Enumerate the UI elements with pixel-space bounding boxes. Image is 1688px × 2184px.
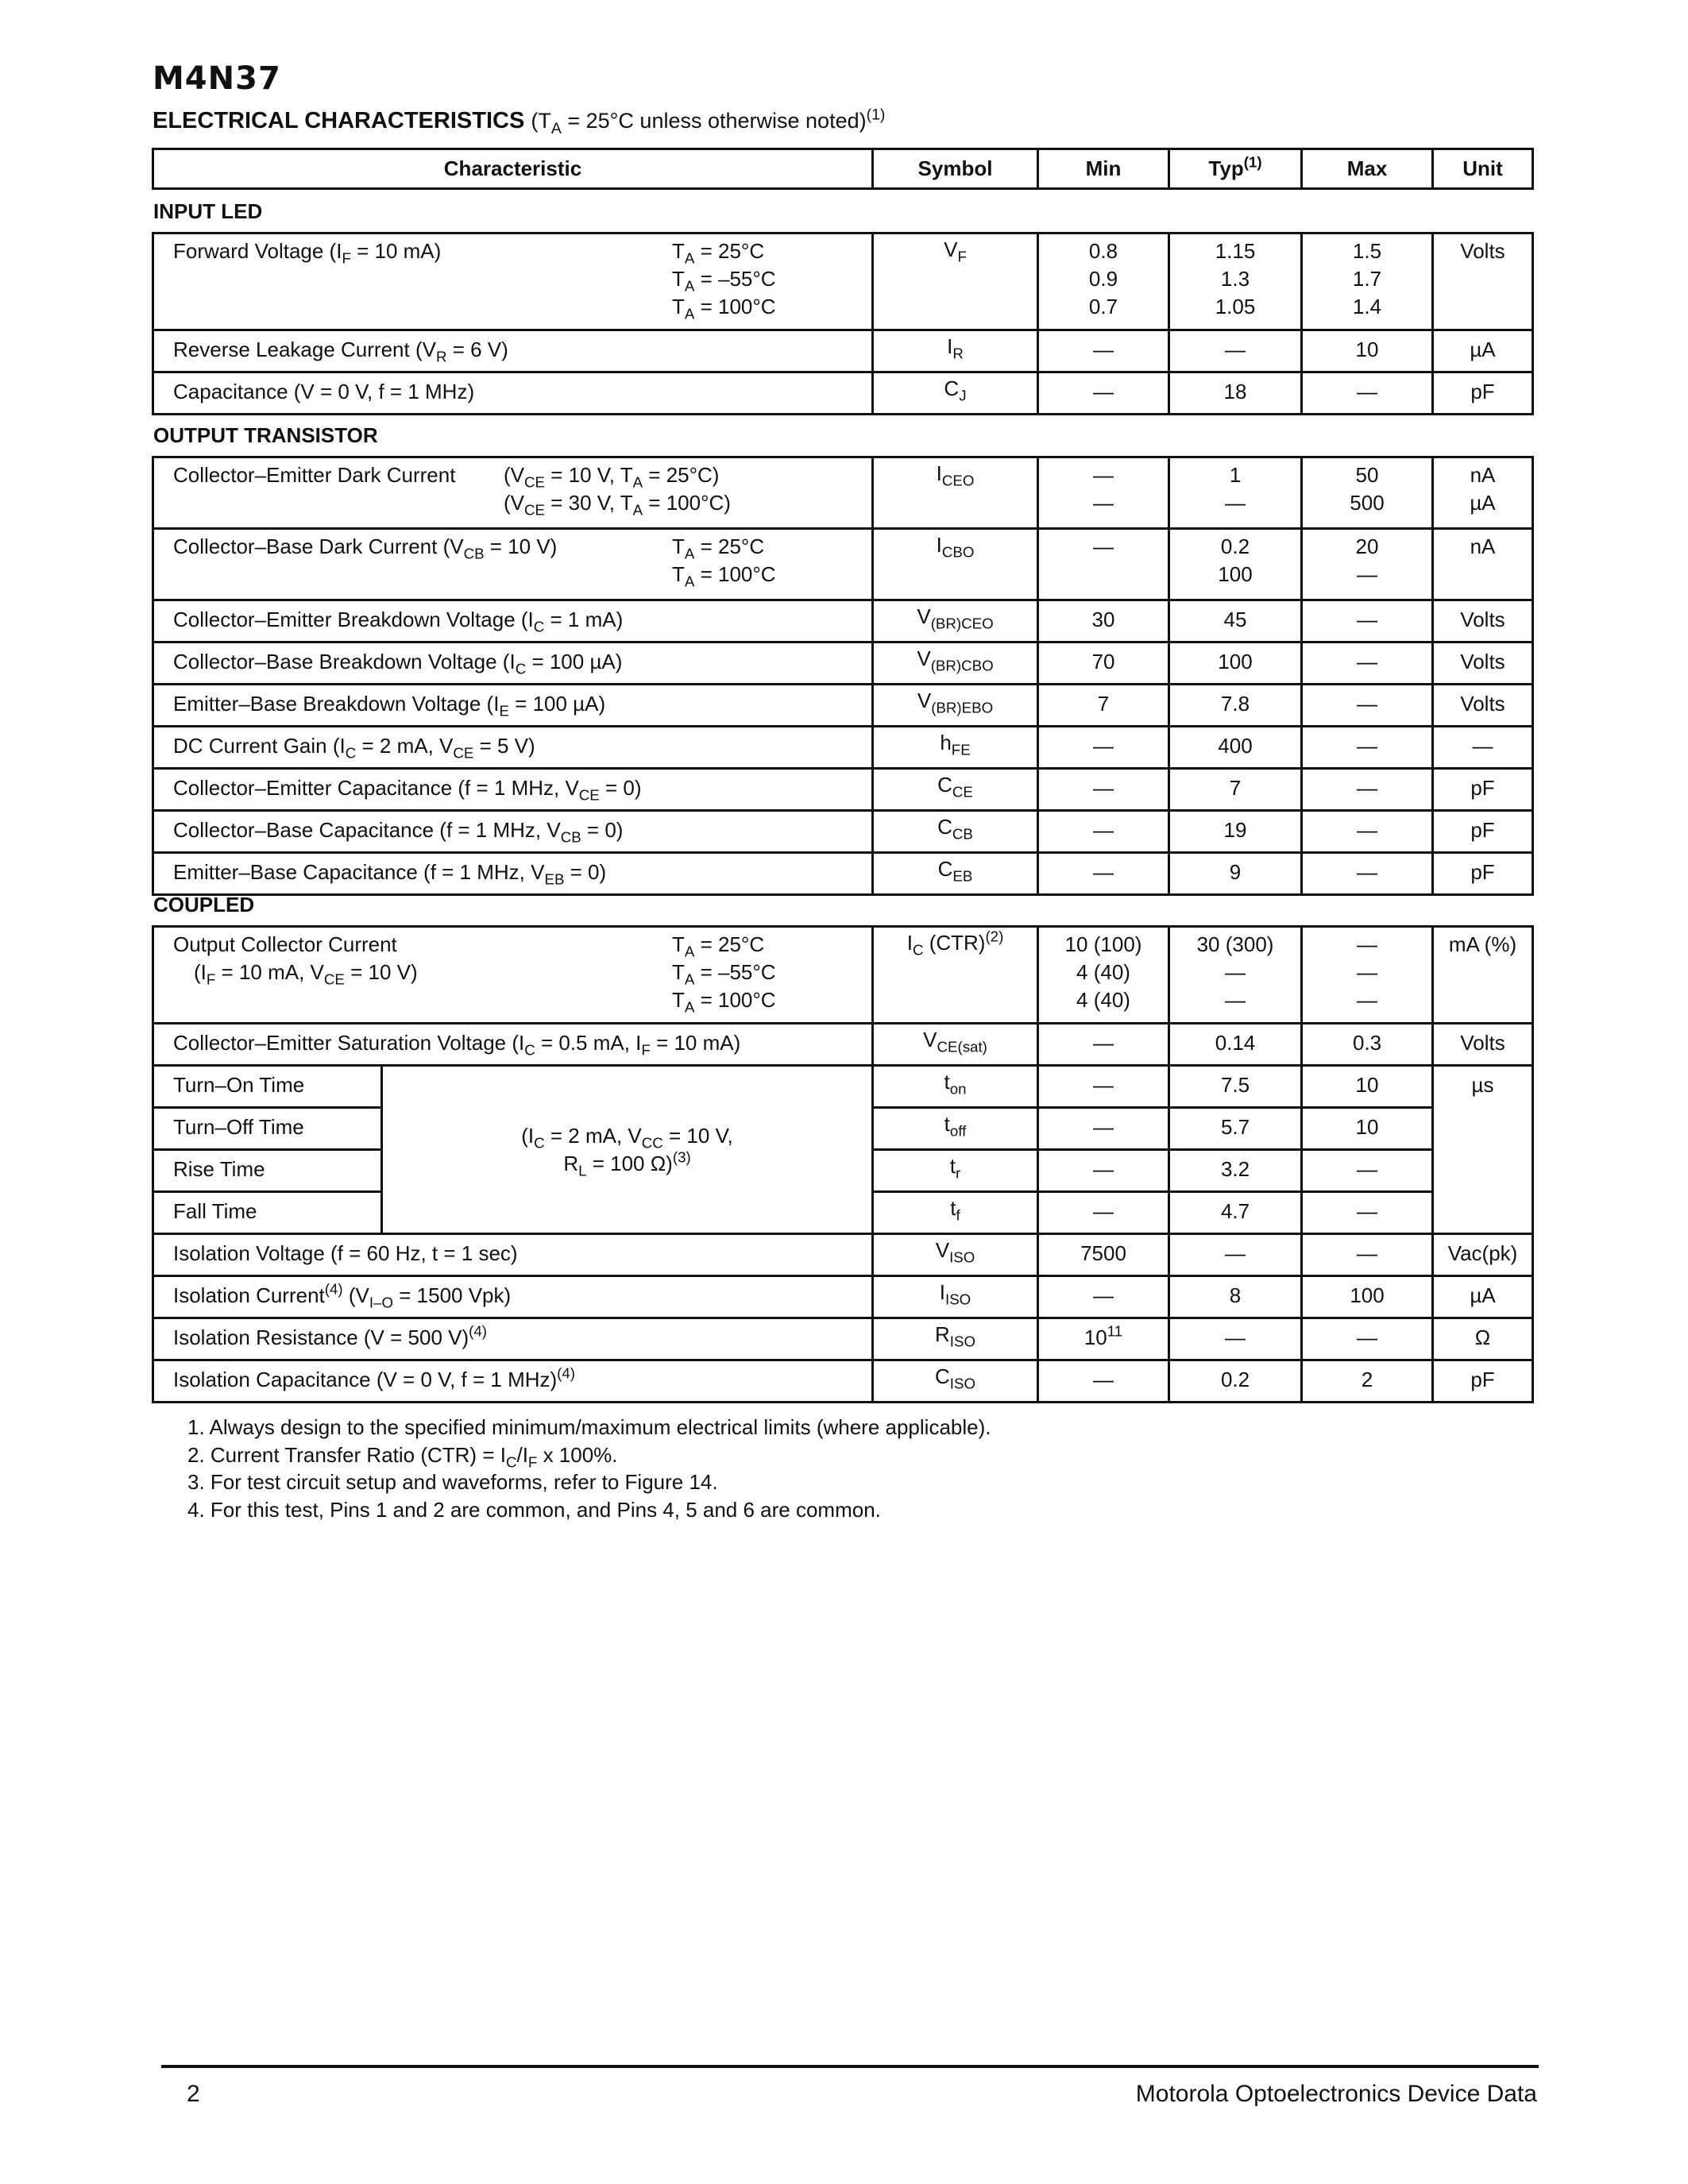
min-cell: 7 [1038, 685, 1169, 727]
switching-label: Fall Time [153, 1192, 382, 1234]
isolation-symbol: $R_{ISO}$ [873, 1318, 1038, 1360]
icbo-typ: 0.2 100 [1169, 529, 1302, 600]
symbol-cell: $V_{(BR)EBO}$ [873, 685, 1038, 727]
column-header-table [152, 148, 1534, 190]
capacitance-max: — [1302, 372, 1433, 415]
col-characteristic: Characteristic [153, 149, 873, 189]
iceo-label: Collector–Emitter Dark Current ($V_{CE} = 10$ V, $T_A = 25^\circ C$) ($V_{CE} = 30$ V, $T_A = 100^\circ C$) [153, 457, 873, 529]
table-row [153, 1360, 1533, 1403]
switching-max: — [1302, 1192, 1433, 1234]
vce-sat-max: 0.3 [1302, 1024, 1433, 1066]
characteristic-cell: Collector–Emitter Breakdown Voltage ($I_C = 1$ mA) [153, 600, 873, 642]
vce-sat-label: Collector–Emitter Saturation Voltage ($I_C = 0.5$ mA, $I_F = 10$ mA) [153, 1024, 873, 1066]
footer-publication: Motorola Optoelectronics Device Data [1135, 2081, 1537, 2107]
max-cell: — [1302, 642, 1433, 685]
forward-voltage-typ: 1.15 1.3 1.05 [1169, 233, 1302, 330]
switching-typ: 3.2 [1169, 1150, 1302, 1192]
unit-cell: — [1433, 727, 1533, 769]
max-cell: — [1302, 853, 1433, 895]
icbo-label: Collector–Base Dark Current ($V_{CB} = 10$ V) $T_A = 25^\circ C$ $T_A = 100^\circ C$ [153, 529, 873, 600]
capacitance-unit: pF [1433, 372, 1533, 415]
capacitance-min: — [1038, 372, 1169, 415]
icbo-max: 20 — [1302, 529, 1433, 600]
capacitance-label: Capacitance (V = 0 V, f = 1 MHz) [153, 372, 873, 415]
output-transistor-table [152, 456, 1534, 896]
switching-label: Turn–Off Time [153, 1108, 382, 1150]
table-row [153, 600, 1533, 642]
reverse-leakage-label: Reverse Leakage Current ($V_R = 6$ V) [153, 330, 873, 372]
output-current-max: — — — [1302, 927, 1433, 1024]
col-min: Min [1038, 149, 1169, 189]
unit-cell: Volts [1433, 685, 1533, 727]
output-current-min: 10 (100) 4 (40) 4 (40) [1038, 927, 1169, 1024]
table-row [153, 1066, 1533, 1108]
iceo-typ: 1 — [1169, 457, 1302, 529]
iceo-unit: nA µA [1433, 457, 1533, 529]
isolation-max: 2 [1302, 1360, 1433, 1403]
characteristic-cell: Collector–Base Capacitance (f = 1 MHz, $V_{CB} = 0$) [153, 811, 873, 853]
icbo-min: — [1038, 529, 1169, 600]
isolation-unit: Ω [1433, 1318, 1533, 1360]
forward-voltage-max: 1.5 1.7 1.4 [1302, 233, 1433, 330]
table-row [153, 927, 1533, 1024]
characteristic-cell: Emitter–Base Capacitance (f = 1 MHz, $V_{EB} = 0$) [153, 853, 873, 895]
table-row [153, 372, 1533, 415]
footnote-1: 1. Always design to the specified minimum/maximum electrical limits (where applicable). [187, 1415, 991, 1439]
switching-label: Turn–On Time [153, 1066, 382, 1108]
table-row [153, 457, 1533, 529]
table-row [153, 769, 1533, 811]
switching-max: 10 [1302, 1066, 1433, 1108]
characteristic-cell: Collector–Base Breakdown Voltage ($I_C = 100$ µA) [153, 642, 873, 685]
table-row [153, 853, 1533, 895]
section-coupled: COUPLED [153, 893, 255, 916]
vce-sat-typ: 0.14 [1169, 1024, 1302, 1066]
isolation-symbol: $C_{ISO}$ [873, 1360, 1038, 1403]
col-max: Max [1302, 149, 1433, 189]
typ-cell: 7.8 [1169, 685, 1302, 727]
isolation-label: Isolation Current$^{(4)}$ ($V_{I-O} = 1500$ Vpk) [153, 1276, 873, 1318]
page-number: 2 [187, 2081, 200, 2107]
table-row [153, 1276, 1533, 1318]
max-cell: — [1302, 727, 1433, 769]
footnote-3: 3. For test circuit setup and waveforms, refer to Figure 14. [187, 1470, 718, 1494]
max-cell: — [1302, 769, 1433, 811]
table-row [153, 685, 1533, 727]
capacitance-typ: 18 [1169, 372, 1302, 415]
col-symbol: Symbol [873, 149, 1038, 189]
section-heading [153, 106, 886, 137]
reverse-leakage-min: — [1038, 330, 1169, 372]
switching-min: — [1038, 1066, 1169, 1108]
switching-min: — [1038, 1150, 1169, 1192]
switching-max: 10 [1302, 1108, 1433, 1150]
unit-cell: pF [1433, 811, 1533, 853]
symbol-cell: $V_{(BR)CBO}$ [873, 642, 1038, 685]
table-row [153, 1234, 1533, 1276]
table-row [153, 642, 1533, 685]
unit-cell: Volts [1433, 642, 1533, 685]
output-current-label: Output Collector Current ($I_F = 10$ mA, $V_{CE} = 10$ V) $T_A = 25^\circ C$ $T_A = -55^\circ C$ $T_A = 100^\circ C$ [153, 927, 873, 1024]
table-row [153, 529, 1533, 600]
table-row [153, 330, 1533, 372]
forward-voltage-symbol: $V_F$ [873, 233, 1038, 330]
switching-symbol: $t_{off}$ [873, 1108, 1038, 1150]
col-typ: Typ$^{(1)}$ [1169, 149, 1302, 189]
footnote-4: 4. For this test, Pins 1 and 2 are common, and Pins 4, 5 and 6 are common. [187, 1497, 881, 1522]
typ-cell: 9 [1169, 853, 1302, 895]
reverse-leakage-max: 10 [1302, 330, 1433, 372]
switching-typ: 7.5 [1169, 1066, 1302, 1108]
isolation-label: Isolation Resistance (V = 500 V)$^{(4)}$ [153, 1318, 873, 1360]
switching-unit: µs [1433, 1066, 1533, 1234]
switching-symbol: $t_{on}$ [873, 1066, 1038, 1108]
icbo-symbol: $I_{CBO}$ [873, 529, 1038, 600]
forward-voltage-min: 0.8 0.9 0.7 [1038, 233, 1169, 330]
unit-cell: Volts [1433, 600, 1533, 642]
table-row [153, 811, 1533, 853]
iceo-max: 50 500 [1302, 457, 1433, 529]
reverse-leakage-symbol: $I_R$ [873, 330, 1038, 372]
typ-cell: 19 [1169, 811, 1302, 853]
max-cell: — [1302, 600, 1433, 642]
reverse-leakage-unit: µA [1433, 330, 1533, 372]
input-led-table [152, 232, 1534, 415]
switching-min: — [1038, 1192, 1169, 1234]
isolation-symbol: $I_{ISO}$ [873, 1276, 1038, 1318]
isolation-min: — [1038, 1360, 1169, 1403]
iceo-symbol: $I_{CEO}$ [873, 457, 1038, 529]
iceo-min: — — [1038, 457, 1169, 529]
unit-cell: pF [1433, 853, 1533, 895]
capacitance-symbol: $C_J$ [873, 372, 1038, 415]
output-current-typ: 30 (300) — — [1169, 927, 1302, 1024]
min-cell: — [1038, 811, 1169, 853]
symbol-cell: $C_{CE}$ [873, 769, 1038, 811]
footnote-2: 2. Current Transfer Ratio $(CTR) = I_C/I_F$ x 100%. [187, 1442, 618, 1471]
symbol-cell: $C_{CB}$ [873, 811, 1038, 853]
isolation-typ: 0.2 [1169, 1360, 1302, 1403]
forward-voltage-label: Forward Voltage ($I_F = 10$ mA) $T_A = 25^\circ C$ $T_A = -55^\circ C$ $T_A = 100^\circ C$ [153, 233, 873, 330]
isolation-symbol: $V_{ISO}$ [873, 1234, 1038, 1276]
table-row [153, 233, 1533, 330]
isolation-unit: Vac(pk) [1433, 1234, 1533, 1276]
symbol-cell: $V_{(BR)CEO}$ [873, 600, 1038, 642]
heading-bold: ELECTRICAL CHARACTERISTICS [153, 108, 525, 133]
switching-max: — [1302, 1150, 1433, 1192]
isolation-typ: 8 [1169, 1276, 1302, 1318]
footer-divider [161, 2065, 1539, 2068]
typ-cell: 100 [1169, 642, 1302, 685]
isolation-max: 100 [1302, 1276, 1433, 1318]
isolation-unit: µA [1433, 1276, 1533, 1318]
max-cell: — [1302, 685, 1433, 727]
col-unit: Unit [1433, 149, 1533, 189]
isolation-label: Isolation Capacitance (V = 0 V, f = 1 MHz)$^{(4)}$ [153, 1360, 873, 1403]
isolation-unit: pF [1433, 1360, 1533, 1403]
characteristic-cell: DC Current Gain ($I_C = 2$ mA, $V_{CE} = 5$ V) [153, 727, 873, 769]
switching-typ: 5.7 [1169, 1108, 1302, 1150]
symbol-cell: $h_{FE}$ [873, 727, 1038, 769]
output-current-unit: mA (%) [1433, 927, 1533, 1024]
heading-condition: ($T_A = 25^\circ C$ unless otherwise noted)$^{(1)}$ [531, 106, 886, 137]
section-input-led: INPUT LED [153, 199, 263, 223]
switching-label: Rise Time [153, 1150, 382, 1192]
isolation-min: 7500 [1038, 1234, 1169, 1276]
table-row [153, 727, 1533, 769]
unit-cell: pF [1433, 769, 1533, 811]
vce-sat-unit: Volts [1433, 1024, 1533, 1066]
typ-cell: 45 [1169, 600, 1302, 642]
table-row [153, 1318, 1533, 1360]
isolation-min: $10^{11}$ [1038, 1318, 1169, 1360]
switching-symbol: $t_r$ [873, 1150, 1038, 1192]
isolation-typ: — [1169, 1318, 1302, 1360]
switching-min: — [1038, 1108, 1169, 1150]
switching-typ: 4.7 [1169, 1192, 1302, 1234]
isolation-min: — [1038, 1276, 1169, 1318]
typ-cell: 7 [1169, 769, 1302, 811]
document-title: M4N37 [153, 60, 281, 97]
characteristic-cell: Emitter–Base Breakdown Voltage ($I_E = 100$ µA) [153, 685, 873, 727]
min-cell: — [1038, 769, 1169, 811]
reverse-leakage-typ: — [1169, 330, 1302, 372]
isolation-max: — [1302, 1234, 1433, 1276]
footnotes [187, 1414, 991, 1523]
output-current-symbol: $I_C$ (CTR)$^{(2)}$ [873, 927, 1038, 1024]
coupled-table [152, 925, 1534, 1403]
max-cell: — [1302, 811, 1433, 853]
switching-symbol: $t_f$ [873, 1192, 1038, 1234]
typ-cell: 400 [1169, 727, 1302, 769]
vce-sat-min: — [1038, 1024, 1169, 1066]
symbol-cell: $C_{EB}$ [873, 853, 1038, 895]
isolation-label: Isolation Voltage (f = 60 Hz, t = 1 sec) [153, 1234, 873, 1276]
min-cell: — [1038, 727, 1169, 769]
min-cell: 30 [1038, 600, 1169, 642]
table-row [153, 1024, 1533, 1066]
vce-sat-symbol: $V_{CE(sat)}$ [873, 1024, 1038, 1066]
section-output-transistor: OUTPUT TRANSISTOR [153, 423, 378, 447]
characteristic-cell: Collector–Emitter Capacitance (f = 1 MHz, $V_{CE} = 0$) [153, 769, 873, 811]
icbo-unit: nA [1433, 529, 1533, 600]
min-cell: — [1038, 853, 1169, 895]
min-cell: 70 [1038, 642, 1169, 685]
switching-conditions: ($I_C = 2$ mA, $V_{CC} = 10$ V, $R_L = 100$ Ω)$^{(3)}$ [382, 1066, 873, 1234]
forward-voltage-unit: Volts [1433, 233, 1533, 330]
isolation-max: — [1302, 1318, 1433, 1360]
isolation-typ: — [1169, 1234, 1302, 1276]
